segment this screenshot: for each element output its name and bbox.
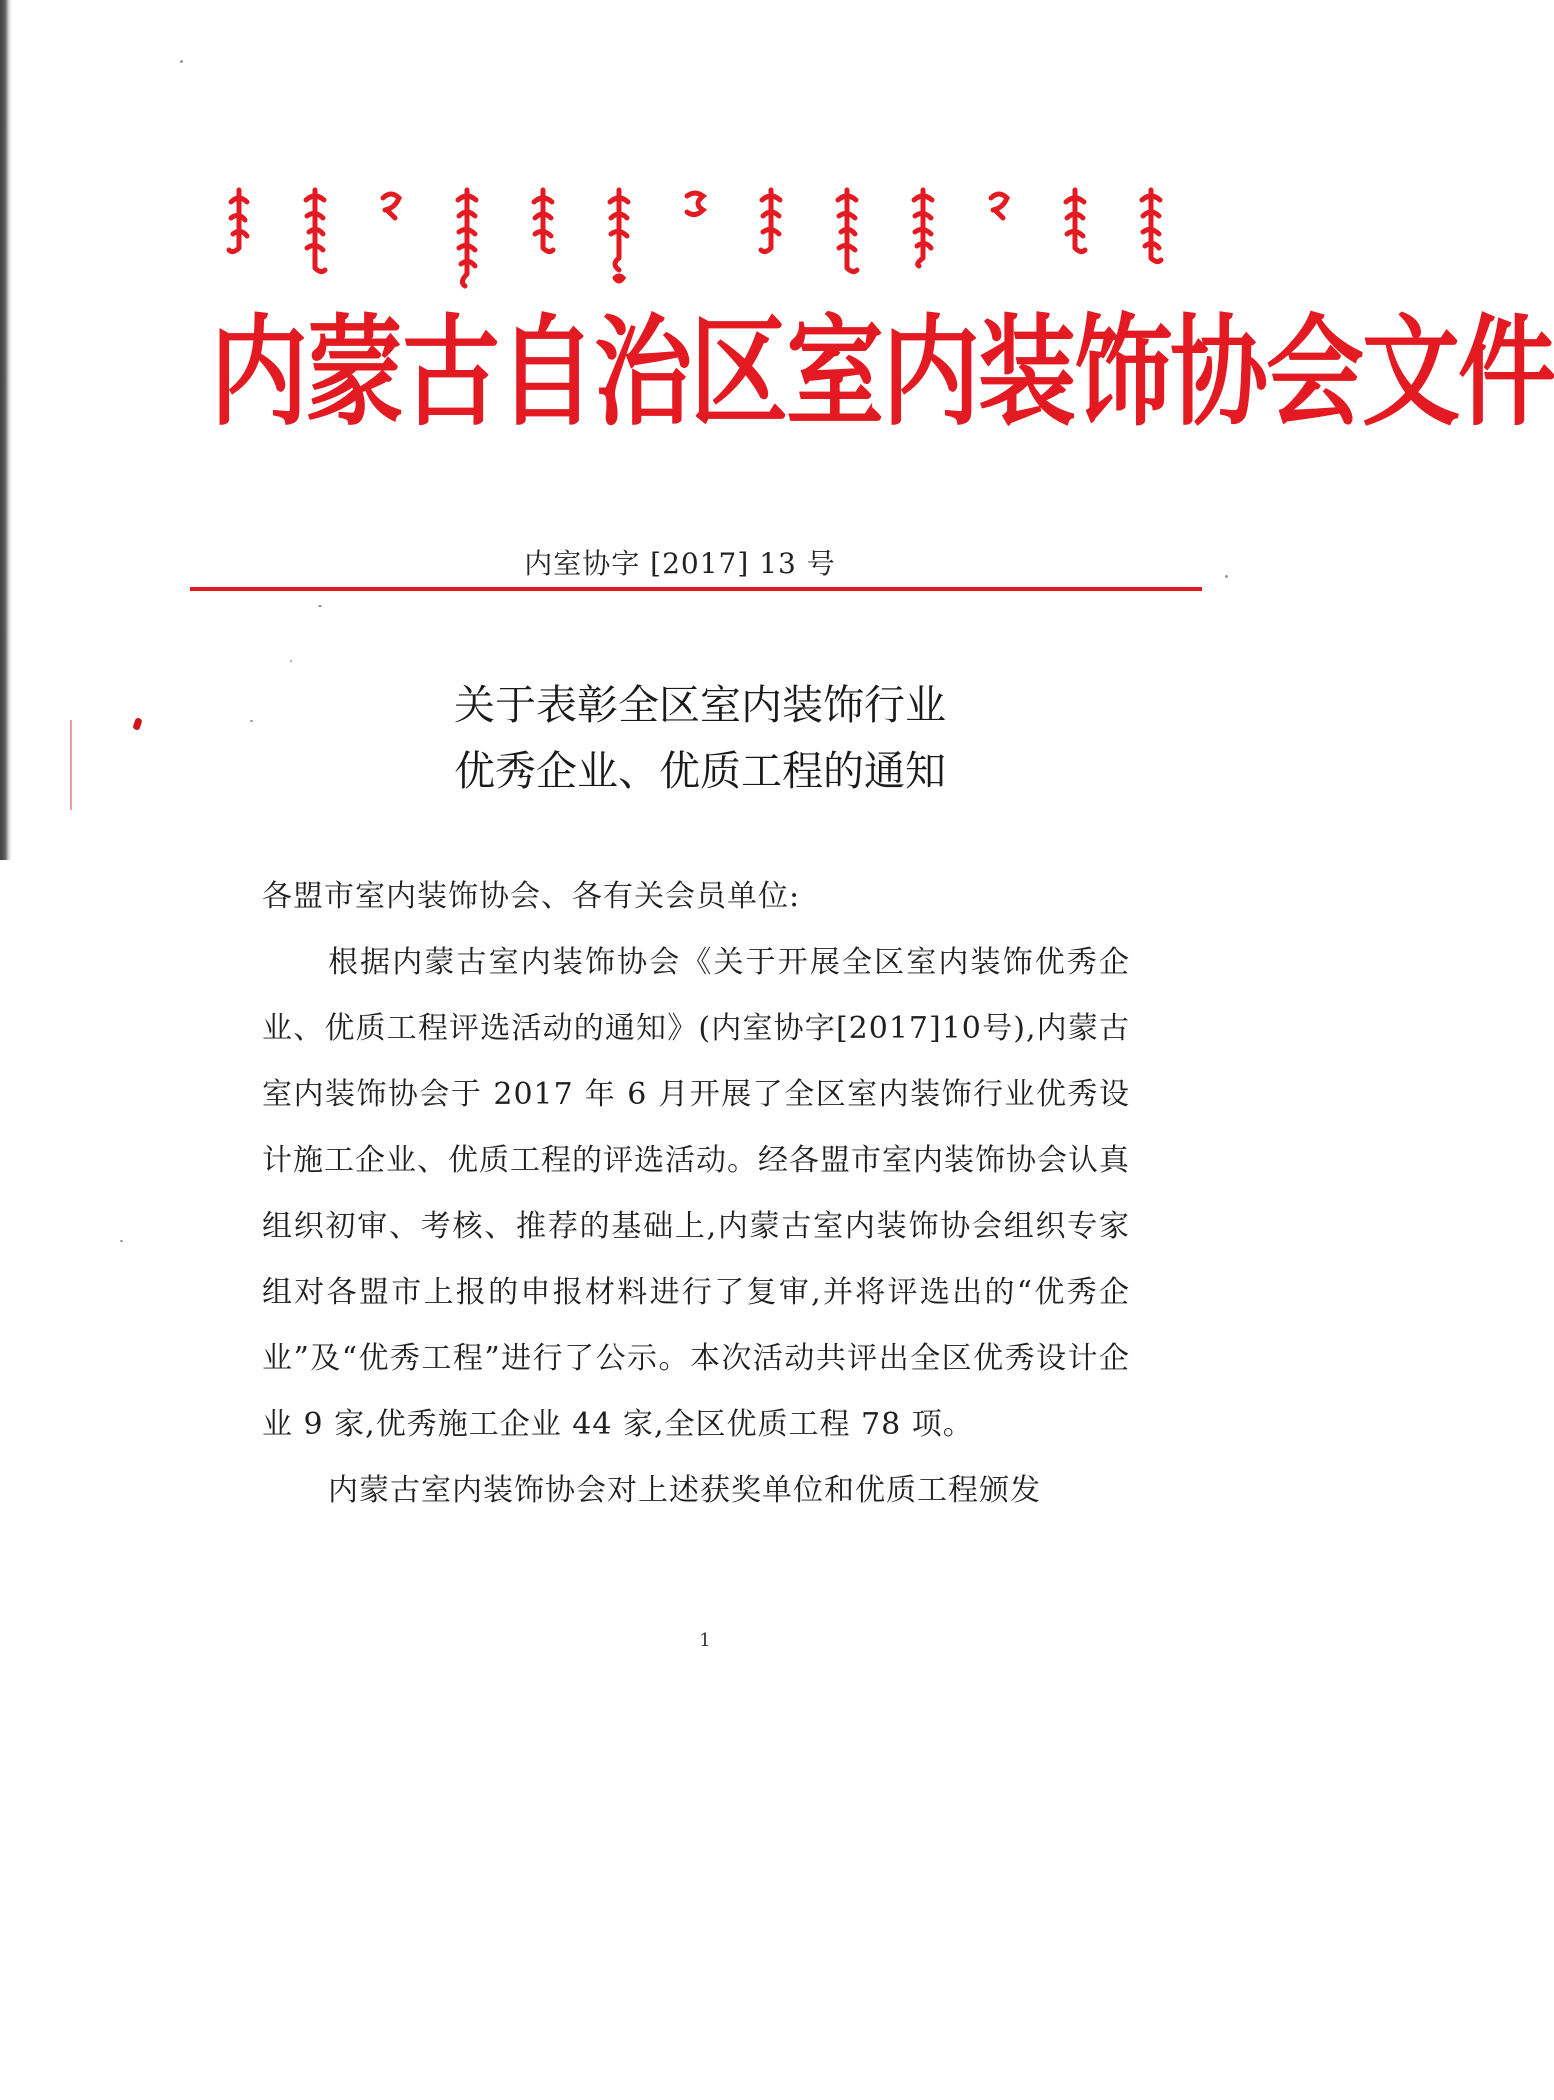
mongolian-word	[909, 188, 937, 268]
mongolian-word	[529, 188, 557, 258]
mongolian-word	[1137, 188, 1165, 268]
scan-edge-shadow	[0, 0, 12, 860]
mongolian-word	[757, 188, 785, 258]
notice-title-line-2: 优秀企业、优质工程的通知	[454, 747, 946, 795]
mongolian-word	[605, 188, 633, 288]
notice-body	[262, 864, 1130, 1524]
mongolian-word	[453, 188, 481, 288]
scan-speck	[120, 1240, 123, 1242]
scan-speck	[250, 720, 253, 722]
document-number: 内室协字 [2017] 13 号	[524, 547, 836, 580]
page-number: 1	[699, 1630, 711, 1651]
notice-title	[300, 672, 1100, 804]
notice-title-line-1: 关于表彰全区室内装饰行业	[454, 681, 946, 729]
scan-red-streak	[70, 720, 72, 810]
body-paragraph-1: 根据内蒙古室内装饰协会《关于开展全区室内装饰优秀企业、优质工程评选活动的通知》(内室协字[2017]10号),内蒙古室内装饰协会于 2017 年 6 月开展了全区室内装饰行业优秀设计施工企业、优质工程的评选活动。经各盟市室内装饰协会认真组织初审、考核、推荐的基础上,内蒙古室内装饰协会组织专家组对各盟市上报的申报材料进行了复审,并将评选出的“优秀企业”及“优秀工程”进行了公示。本次活动共评出全区优秀设计企业 9 家,优秀施工企业 44 家,全区优质工程 78 项。	[262, 945, 1130, 1442]
red-divider-line	[190, 587, 1202, 591]
salutation: 各盟市室内装饰协会、各有关会员单位:	[262, 879, 801, 914]
mongolian-word	[377, 188, 405, 228]
mongolian-script-heading	[225, 188, 1165, 308]
scan-speck	[180, 60, 183, 63]
body-paragraph-2: 内蒙古室内装饰协会对上述获奖单位和优质工程颁发	[328, 1473, 1041, 1508]
scan-speck	[318, 605, 322, 607]
mongolian-word	[833, 188, 861, 278]
scan-speck	[1225, 575, 1228, 578]
scan-speck	[290, 660, 292, 662]
red-ink-mark	[132, 717, 142, 731]
mongolian-word	[985, 188, 1013, 228]
issuing-authority-title: 内蒙古自治区室内装饰协会文件	[210, 303, 1554, 443]
mongolian-word	[1061, 188, 1089, 258]
mongolian-word	[681, 188, 709, 228]
mongolian-word	[301, 188, 329, 278]
mongolian-word	[225, 188, 253, 258]
